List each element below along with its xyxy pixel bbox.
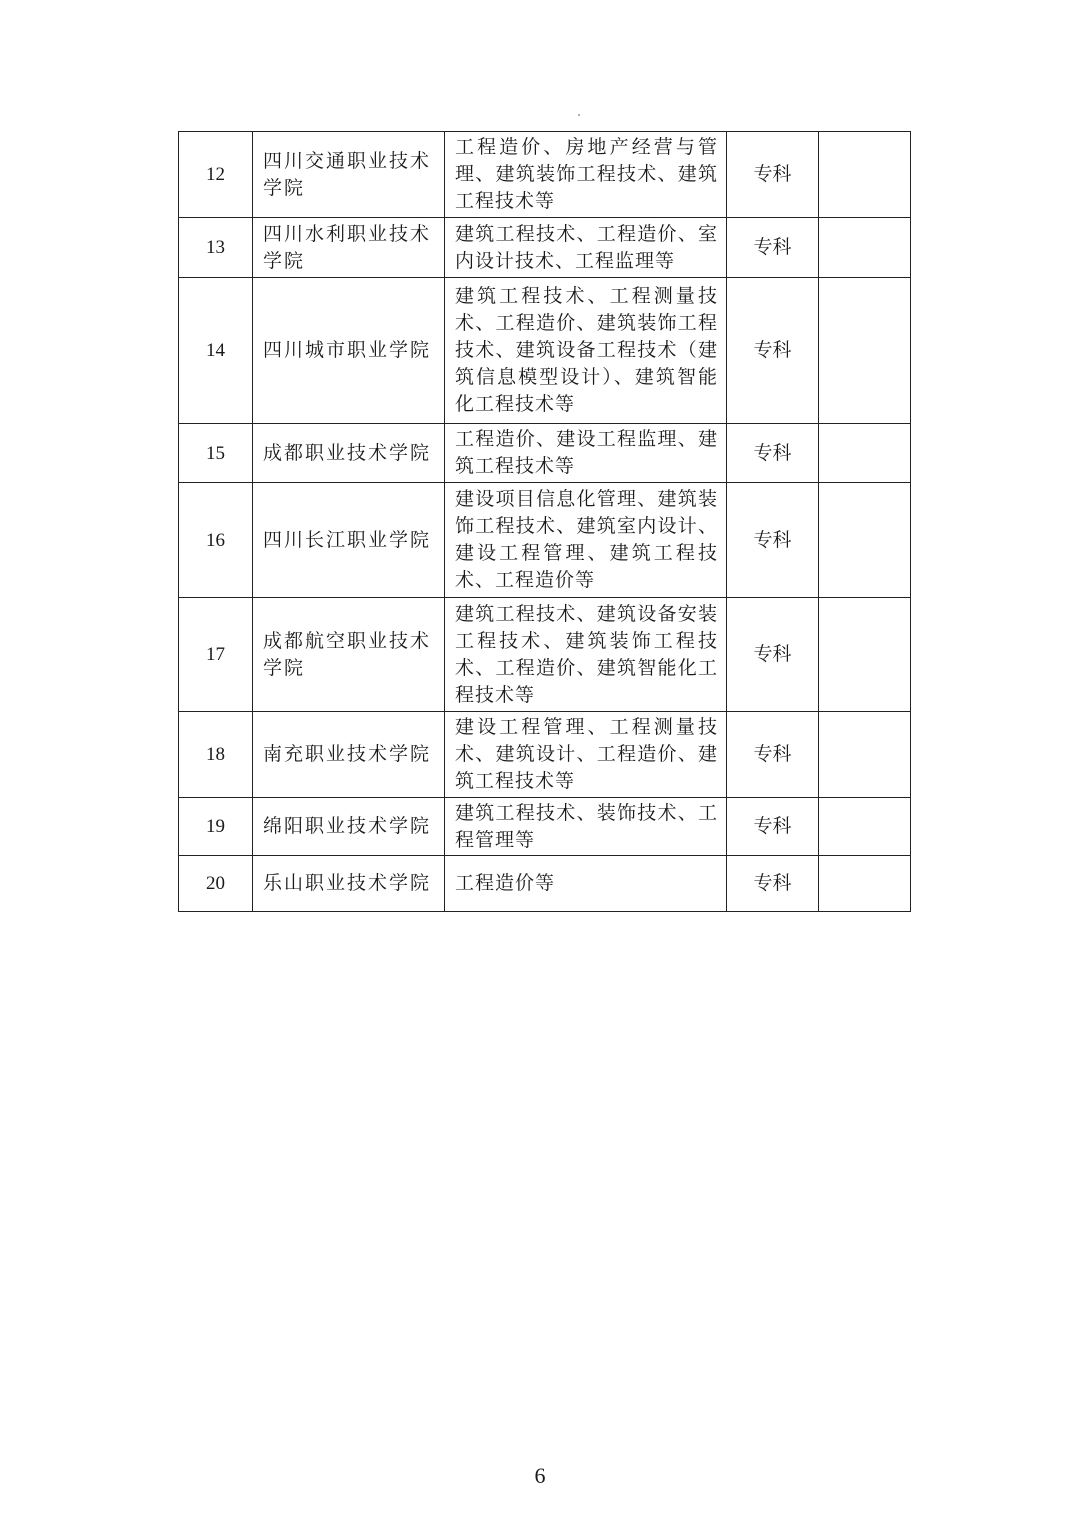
note-cell xyxy=(819,598,911,712)
institution-table xyxy=(178,131,911,912)
major-list: 建筑工程技术、工程测量技术、工程造价、建筑装饰工程技术、建筑设备工程技术（建筑信息模型设计）、建筑智能化工程技术等 xyxy=(445,278,727,424)
school-name: 四川交通职业技术学院 xyxy=(253,132,445,218)
major-list: 建筑工程技术、建筑设备安装工程技术、建筑装饰工程技术、工程造价、建筑智能化工程技术等 xyxy=(445,598,727,712)
major-list: 建筑工程技术、装饰技术、工程管理等 xyxy=(445,798,727,856)
education-level: 专科 xyxy=(727,218,819,278)
major-list: 工程造价、房地产经营与管理、建筑装饰工程技术、建筑工程技术等 xyxy=(445,132,727,218)
table-row xyxy=(179,598,911,712)
school-name: 南充职业技术学院 xyxy=(253,712,445,798)
note-cell xyxy=(819,483,911,598)
row-number: 15 xyxy=(179,424,253,483)
education-level: 专科 xyxy=(727,132,819,218)
row-number: 20 xyxy=(179,856,253,912)
table-row xyxy=(179,483,911,598)
education-level: 专科 xyxy=(727,278,819,424)
table-row xyxy=(179,218,911,278)
education-level: 专科 xyxy=(727,424,819,483)
school-name: 成都航空职业技术学院 xyxy=(253,598,445,712)
page-number: 6 xyxy=(534,1463,546,1488)
school-name: 绵阳职业技术学院 xyxy=(253,798,445,856)
row-number: 12 xyxy=(179,132,253,218)
row-number: 16 xyxy=(179,483,253,598)
school-name: 四川城市职业学院 xyxy=(253,278,445,424)
school-name: 乐山职业技术学院 xyxy=(253,856,445,912)
note-cell xyxy=(819,424,911,483)
major-list: 建筑工程技术、工程造价、室内设计技术、工程监理等 xyxy=(445,218,727,278)
major-list: 建设工程管理、工程测量技术、建筑设计、工程造价、建筑工程技术等 xyxy=(445,712,727,798)
note-cell xyxy=(819,798,911,856)
education-level: 专科 xyxy=(727,712,819,798)
note-cell xyxy=(819,712,911,798)
table-row xyxy=(179,278,911,424)
note-cell xyxy=(819,132,911,218)
major-list: 工程造价、建设工程监理、建筑工程技术等 xyxy=(445,424,727,483)
major-list: 工程造价等 xyxy=(445,856,727,912)
row-number: 14 xyxy=(179,278,253,424)
table-row xyxy=(179,856,911,912)
row-number: 13 xyxy=(179,218,253,278)
note-cell xyxy=(819,218,911,278)
school-name: 成都职业技术学院 xyxy=(253,424,445,483)
table-row xyxy=(179,132,911,218)
table-row xyxy=(179,424,911,483)
scan-speck xyxy=(578,114,580,116)
education-level: 专科 xyxy=(727,856,819,912)
school-name: 四川水利职业技术学院 xyxy=(253,218,445,278)
note-cell xyxy=(819,856,911,912)
row-number: 19 xyxy=(179,798,253,856)
education-level: 专科 xyxy=(727,483,819,598)
education-level: 专科 xyxy=(727,798,819,856)
table-row xyxy=(179,712,911,798)
row-number: 17 xyxy=(179,598,253,712)
school-name: 四川长江职业学院 xyxy=(253,483,445,598)
education-level: 专科 xyxy=(727,598,819,712)
major-list: 建设项目信息化管理、建筑装饰工程技术、建筑室内设计、建设工程管理、建筑工程技术、工程造价等 xyxy=(445,483,727,598)
table-row xyxy=(179,798,911,856)
row-number: 18 xyxy=(179,712,253,798)
note-cell xyxy=(819,278,911,424)
